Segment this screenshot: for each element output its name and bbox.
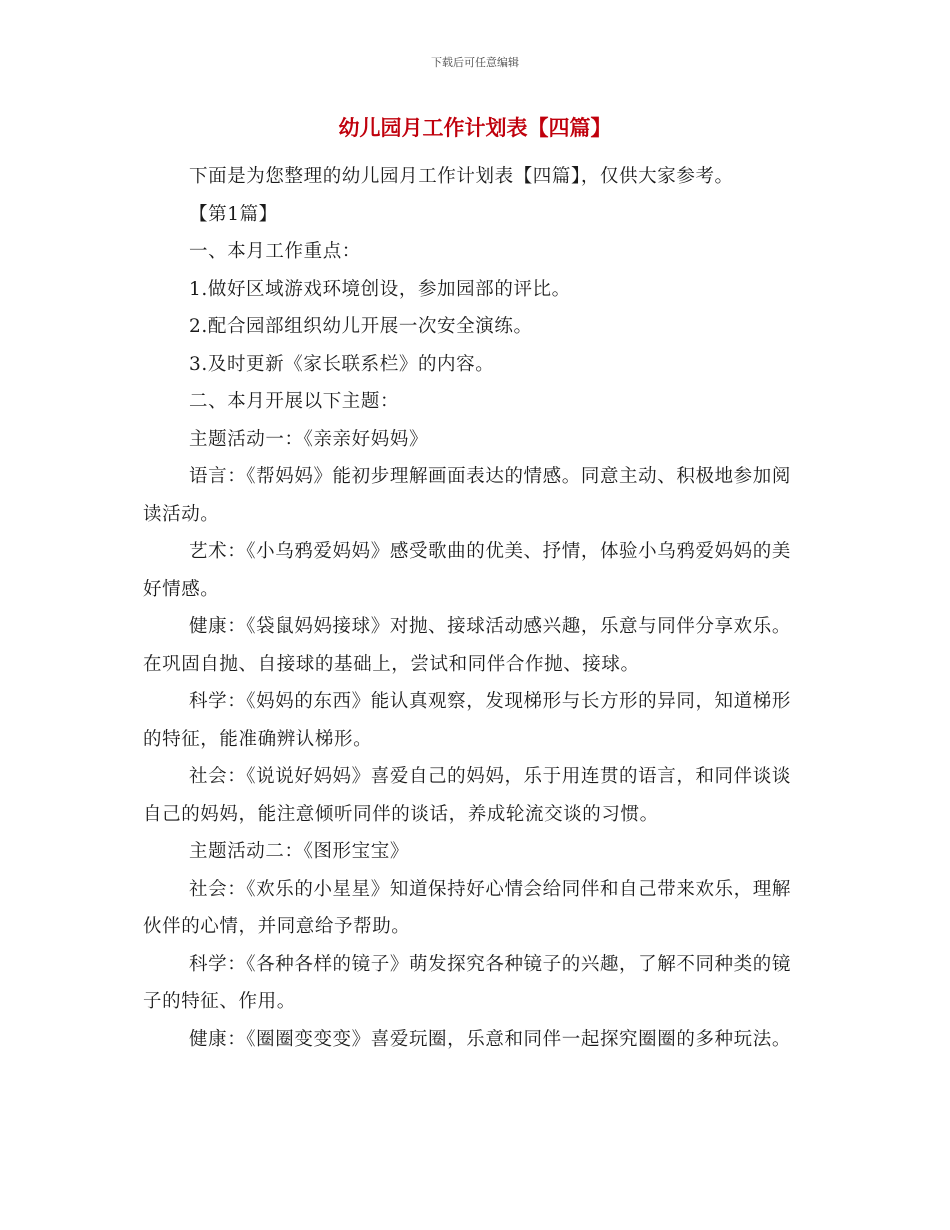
activity-paragraph: 科学：《各种各样的镜子》萌发探究各种镜子的兴趣，了解不同种类的镜子的特征、作用。 — [143, 953, 791, 1012]
document-title: 幼儿园月工作计划表【四篇】 — [338, 115, 612, 140]
activity-paragraph: 健康：《袋鼠妈妈接球》对抛、接球活动感兴趣，乐意与同伴分享欢乐。在巩固自抛、自接球的基础上，尝试和同伴合作抛、接球。 — [143, 616, 791, 675]
list-item: 2.配合园部组织幼儿开展一次安全演练。 — [189, 316, 533, 337]
activity-paragraph: 社会：《说说好妈妈》喜爱自己的妈妈，乐于用连贯的语言，和同伴谈谈自己的妈妈，能注意倾听同伴的谈话，养成轮流交谈的习惯。 — [143, 766, 791, 825]
list-item: 3.及时更新《家长联系栏》的内容。 — [189, 353, 495, 375]
subsection-heading: 一、本月工作重点： — [189, 241, 361, 262]
list-item: 1.做好区域游戏环境创设，参加园部的评比。 — [189, 278, 571, 300]
theme-heading: 主题活动一：《亲亲好妈妈》 — [189, 428, 429, 450]
section-heading: 【第1篇】 — [189, 203, 278, 225]
page-header: 下载后可任意编辑 — [431, 56, 519, 69]
activity-paragraph: 艺术：《小乌鸦爱妈妈》感受歌曲的优美、抒情，体验小乌鸦爱妈妈的美好情感。 — [143, 541, 791, 600]
activity-paragraph: 科学：《妈妈的东西》能认真观察，发现梯形与长方形的异同，知道梯形的特征，能准确辨认梯形。 — [143, 691, 791, 750]
intro-paragraph: 下面是为您整理的幼儿园月工作计划表【四篇】，仅供大家参考。 — [189, 166, 734, 187]
activity-paragraph: 健康：《圈圈变变变》喜爱玩圈，乐意和同伴一起探究圈圈的多种玩法。 — [189, 1028, 791, 1050]
theme-heading: 主题活动二：《图形宝宝》 — [189, 841, 409, 862]
document-body — [143, 158, 808, 1058]
activity-paragraph: 语言：《帮妈妈》能初步理解画面表达的情感。同意主动、积极地参加阅读活动。 — [143, 466, 791, 525]
activity-paragraph: 社会：《欢乐的小星星》知道保持好心情会给同伴和自己带来欢乐，理解伙伴的心情，并同意给予帮助。 — [143, 878, 791, 937]
subsection-heading: 二、本月开展以下主题： — [189, 391, 400, 412]
